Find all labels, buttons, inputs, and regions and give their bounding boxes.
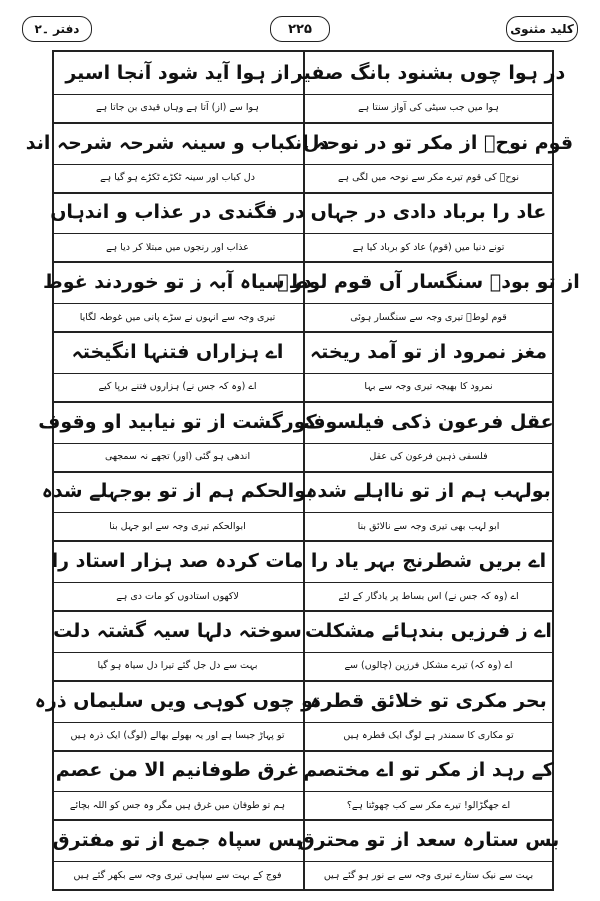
book-title: کلید مثنوی	[506, 16, 578, 42]
couplet-row	[25, 122, 574, 192]
couplet-right-translation: تو مکاری کا سمندر ہے لوگ ایک قطرہ ہیں	[343, 730, 514, 742]
translation-separator	[54, 164, 552, 165]
couplet-row	[51, 540, 552, 610]
couplet-right-translation: بہت سے نیک ستارے تیری وجہ سے بے نور ہو گئے ہیں	[323, 869, 534, 881]
row-separator	[54, 122, 552, 124]
couplet-row	[54, 750, 552, 820]
couplet-right-verse: مغز نمرود از تو آمد ریختہ	[309, 340, 548, 363]
translation-separator	[54, 94, 552, 95]
couplet-left-translation: بہت سے دل جل گئے تیرا دل سیاہ ہو گیا	[97, 660, 258, 672]
row-separator	[54, 401, 552, 403]
couplet-left-translation: ہم تو طوفان میں غرق ہیں مگر وہ جس کو اللہ بچائے	[69, 799, 286, 811]
couplet-left-verse: سوختہ دلہا سیہ گشتہ دلت	[53, 619, 302, 642]
couplet-right-verse: عاد را برباد دادی در جہاں	[310, 201, 547, 224]
couplet-left-translation: عذاب اور رنجوں میں مبتلا کر دیا ہے	[106, 241, 249, 253]
translation-separator	[54, 512, 552, 513]
row-separator	[54, 680, 552, 682]
translation-separator	[54, 582, 552, 583]
translation-separator	[54, 233, 552, 234]
couplet-right-verse: اے بریں شطرنج بہر یاد را	[310, 550, 547, 573]
couplet-left-translation: تو پہاڑ جیسا ہے اور یہ بھولے بھالے (لوگ) ایک ذرہ ہیں	[70, 730, 285, 742]
couplet-row	[52, 819, 560, 889]
couplet-row	[54, 331, 552, 401]
couplet-left-translation: ابوالحکم تیری وجہ سے ابو جہل بنا	[109, 520, 246, 532]
couplet-row	[43, 261, 580, 331]
page-header	[22, 16, 578, 42]
row-separator	[54, 331, 552, 333]
couplet-right-translation: اے (وہ کہ جس نے) اس بساط پر یادگار کے لئے	[338, 590, 519, 602]
couplet-row	[34, 680, 552, 750]
couplet-left-verse: مات کردہ صد ہزار استاد را	[51, 550, 304, 573]
translation-separator	[54, 861, 552, 862]
couplet-right-verse: در ہوا چوں بشنود بانگ صفیر	[291, 61, 566, 84]
page-number: ۲۲۵	[270, 16, 330, 42]
row-separator	[54, 471, 552, 473]
couplet-left-translation: اندھی ہو گئی (اور) تجھے نہ سمجھی	[104, 451, 251, 463]
couplet-right-verse: بس ستارہ سعد از تو محترق	[297, 829, 560, 852]
couplet-right-translation: قوم لوطؑ تیری وجہ سے سنگسار ہوئی	[350, 311, 507, 323]
translation-separator	[54, 373, 552, 374]
couplet-table	[25, 50, 580, 891]
row-separator	[54, 540, 552, 542]
row-separator	[54, 192, 552, 194]
row-separator	[54, 261, 552, 263]
couplet-right-translation: اے جھگڑالو! تیرے مکر سے کب چھوٹتا ہے؟	[346, 799, 511, 811]
couplet-right-verse: اے ز فرزیں بندہائے مشکلت	[305, 619, 552, 642]
couplet-row	[54, 52, 566, 122]
couplet-left-verse: تو چوں کوہی ویں سلیماں ذرہ	[34, 689, 321, 712]
translation-separator	[54, 443, 552, 444]
couplet-left-verse: دل کباب و سینہ شرحہ شرحہ اند	[25, 131, 330, 154]
row-separator	[54, 610, 552, 612]
couplet-right-translation: نمرود کا بھیجہ تیری وجہ سے بہا	[364, 381, 493, 393]
couplet-left-verse: در سیاہ آبہ ز تو خوردند غوط	[43, 271, 312, 294]
couplet-left-translation: تیری وجہ سے انہوں نے سڑے پانی میں غوطہ لگایا	[79, 311, 276, 323]
couplet-left-verse: بس سپاہ جمع از تو مفترق	[52, 829, 303, 852]
row-separator	[54, 819, 552, 821]
couplet-row	[50, 192, 552, 262]
couplet-right-verse: عقل فرعون ذکی فیلسوف	[303, 410, 554, 433]
couplet-left-translation: اے (وہ کہ جس نے) ہزاروں فتنے برپا کیے	[98, 381, 257, 393]
couplet-left-verse: بوالحکم ہم از تو بوجہلے شدہ	[41, 480, 314, 503]
couplet-left-verse: در فگندی در عذاب و اندہاں	[50, 201, 305, 224]
volume-label: دفتر ۔۲	[22, 16, 92, 42]
translation-separator	[54, 303, 552, 304]
couplet-left-verse: کورگشت از تو نیابید او وقوف	[38, 410, 317, 433]
couplet-right-translation: اے (وہ کہ) تیرے مشکل فرزین (چالوں) سے	[344, 660, 513, 672]
couplet-right-translation: ہوا میں جب سیٹی کی آواز سنتا ہے	[358, 102, 499, 114]
couplet-right-translation: تونے دنیا میں (قوم) عاد کو برباد کیا ہے	[352, 241, 505, 253]
couplet-right-verse: از تو بودہ سنگسار آں قوم لوطؑ	[277, 271, 580, 294]
couplet-left-translation: فوج کے بہت سے سپاہی تیری وجہ سے بکھر گئے ہیں	[73, 869, 282, 881]
couplet-right-verse: بولہب ہم از تو نااہلے شدہ	[306, 480, 551, 503]
translation-separator	[54, 791, 552, 792]
translation-separator	[54, 722, 552, 723]
couplet-row	[54, 610, 552, 680]
couplet-right-translation: نوحؑ کی قوم تیرے مکر سے نوحہ میں لگی ہے	[337, 172, 520, 184]
couplet-row	[38, 401, 554, 471]
couplet-left-verse: از ہوا آید شود آنجا اسیر	[65, 61, 290, 84]
couplet-left-translation: لاکھوں استادوں کو مات دی ہے	[116, 590, 239, 602]
couplet-right-verse: بحر مکری تو خلائق قطرہ	[310, 689, 547, 712]
couplet-left-translation: ہوا سے (از) آتا ہے وہاں قیدی بن جاتا ہے	[96, 102, 259, 114]
couplet-right-translation: ابو لہب بھی تیری وجہ سے نالائق بنا	[357, 520, 500, 532]
couplet-left-verse: اے ہزاراں فتنہا انگیختہ	[71, 340, 284, 363]
couplet-right-translation: فلسفی ذہین فرعون کی عقل	[369, 451, 488, 463]
couplet-right-verse: قوم نوحؑ از مکر تو در نوحہ اند	[283, 131, 574, 154]
couplet-row	[41, 471, 552, 541]
row-separator	[54, 750, 552, 752]
couplet-left-verse: غرق طوفانیم الا من عصم	[55, 759, 300, 782]
couplet-right-verse: کے رہد از مکر تو اے مختصم	[303, 759, 554, 782]
translation-separator	[54, 652, 552, 653]
couplet-left-translation: دل کباب اور سینہ ٹکڑے ٹکڑے ہو گیا ہے	[100, 172, 255, 184]
